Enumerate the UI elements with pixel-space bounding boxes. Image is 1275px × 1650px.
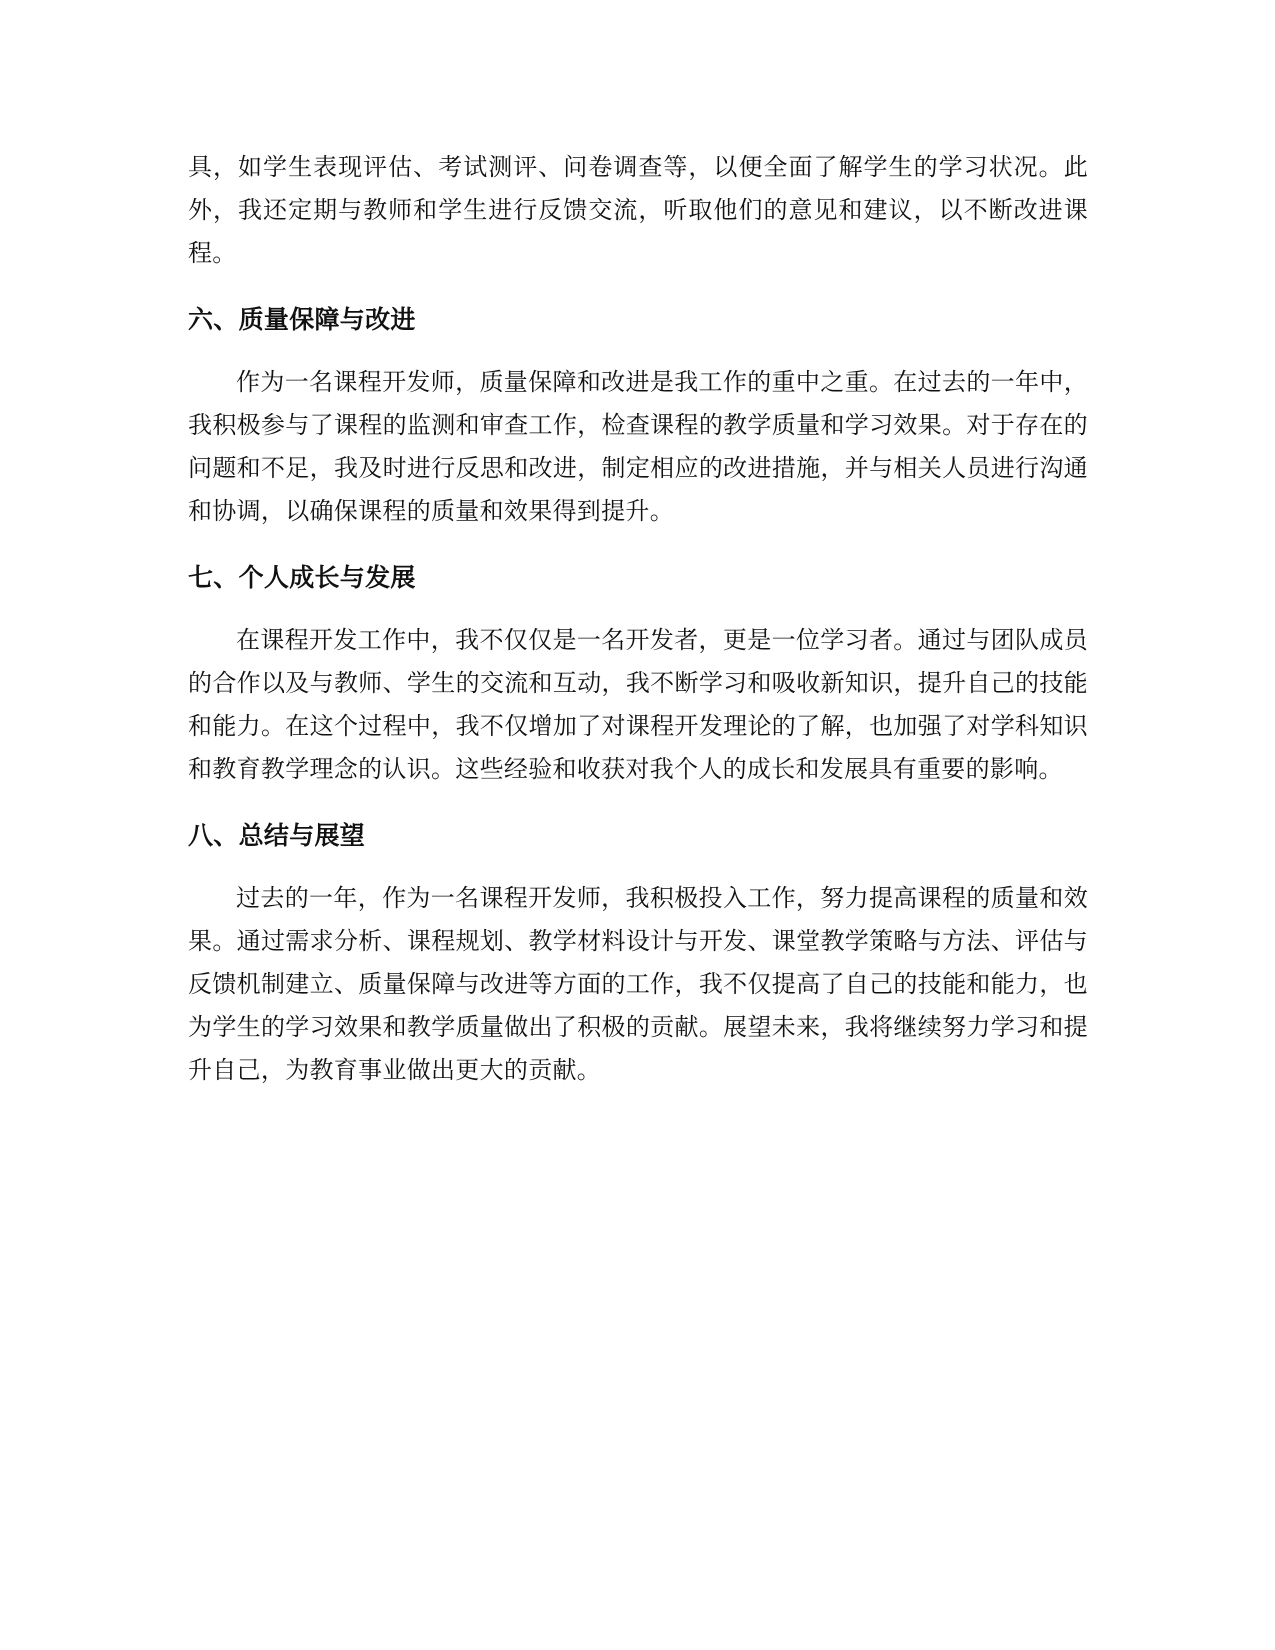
section-body-quality: 作为一名课程开发师，质量保障和改进是我工作的重中之重。在过去的一年中，我积极参与了课程的监测和审查工作，检查课程的教学质量和学习效果。对于存在的问题和不足，我及时进行反思和改进，制定相应的改进措施，并与相关人员进行沟通和协调，以确保课程的质量和效果得到提升。: [188, 368, 1088, 525]
section-heading-growth: 七、个人成长与发展: [188, 563, 416, 592]
intro-paragraph: 具，如学生表现评估、考试测评、问卷调查等，以便全面了解学生的学习状况。此外，我还定期与教师和学生进行反馈交流，听取他们的意见和建议，以不断改进课程。: [188, 153, 1088, 267]
document-body: [188, 146, 1088, 1092]
spacer: [188, 340, 1088, 361]
spacer: [188, 598, 1088, 619]
section-heading-summary: 八、总结与展望: [188, 821, 366, 850]
section-body-summary: 过去的一年，作为一名课程开发师，我积极投入工作，努力提高课程的质量和效果。通过需求分析、课程规划、教学材料设计与开发、课堂教学策略与方法、评估与反馈机制建立、质量保障与改进等方面的工作，我不仅提高了自己的技能和能力，也为学生的学习效果和教学质量做出了积极的贡献。展望未来，我将继续努力学习和提升自己，为教育事业做出更大的贡献。: [188, 884, 1088, 1084]
spacer: [188, 856, 1088, 877]
spacer: [188, 791, 1088, 816]
section-heading-quality: 六、质量保障与改进: [188, 305, 416, 334]
spacer: [188, 275, 1088, 300]
section-body-growth: 在课程开发工作中，我不仅仅是一名开发者，更是一位学习者。通过与团队成员的合作以及与教师、学生的交流和互动，我不断学习和吸收新知识，提升自己的技能和能力。在这个过程中，我不仅增加了对课程开发理论的了解，也加强了对学科知识和教育教学理念的认识。这些经验和收获对我个人的成长和发展具有重要的影响。: [188, 626, 1088, 783]
spacer: [188, 533, 1088, 558]
